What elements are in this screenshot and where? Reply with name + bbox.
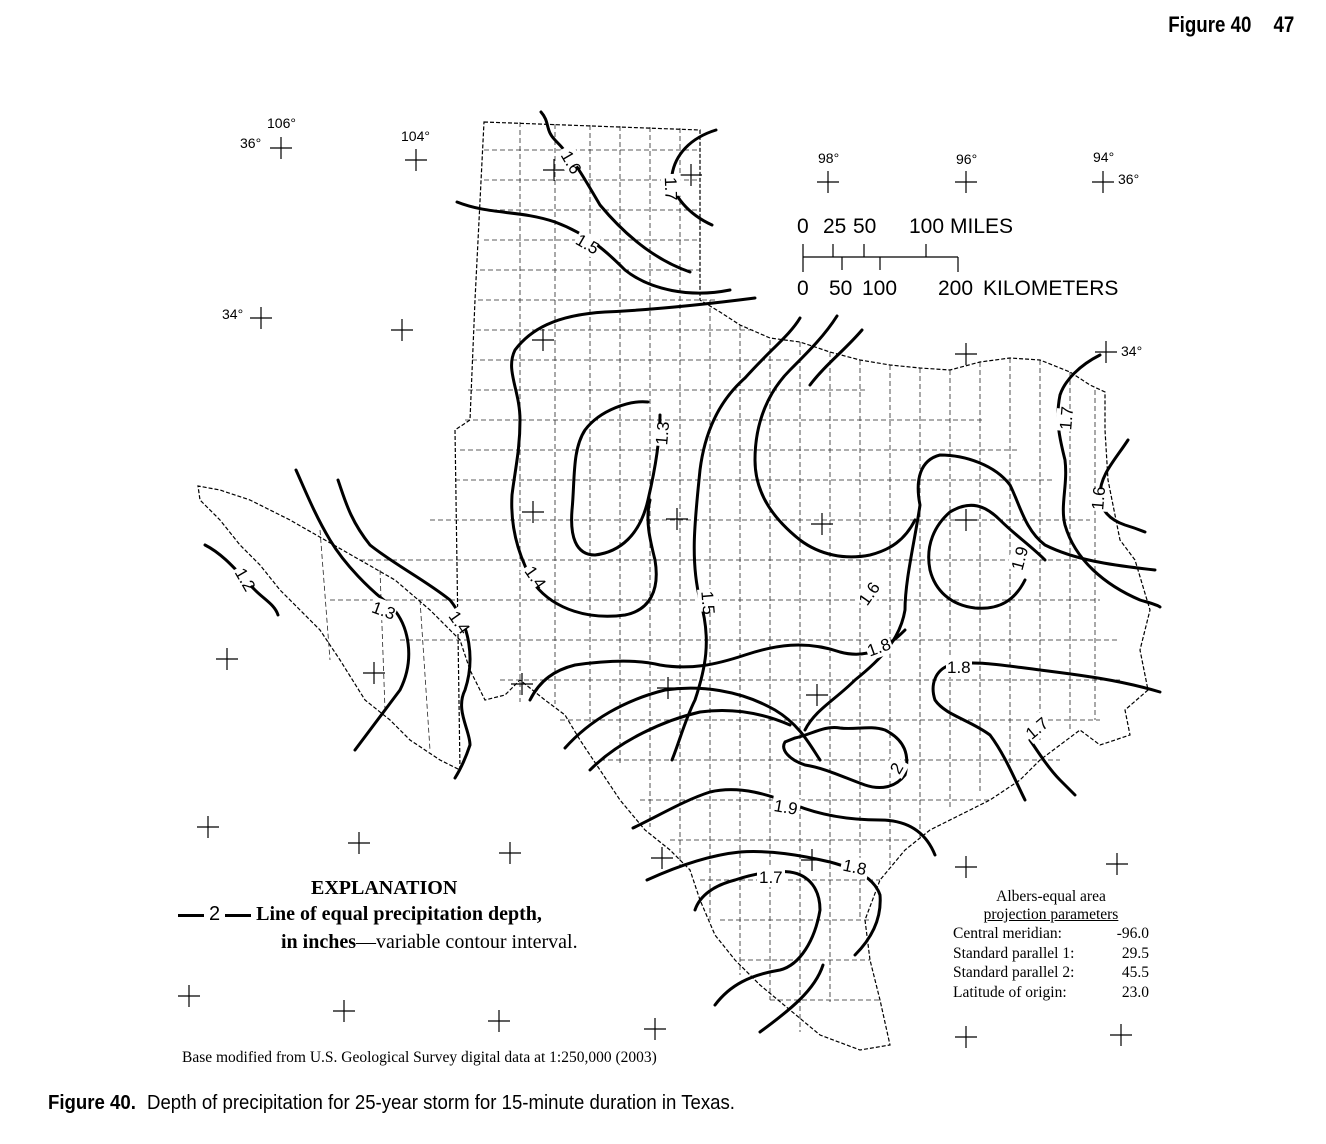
explanation-line	[178, 903, 542, 926]
coord-34-west: 34°	[222, 306, 244, 322]
label-1.8-south: 1.8	[841, 855, 869, 880]
scale-miles-unit: MILES	[950, 215, 1014, 238]
projection-label: Central meridian:	[953, 925, 1062, 942]
contour-1.7-southeast	[1030, 740, 1075, 795]
legend-label-units: in inches	[281, 931, 357, 953]
contour-1.6-northeast	[1100, 440, 1145, 532]
label-1.5-north: 1.5	[572, 230, 603, 259]
legend-sample-value: 2	[209, 903, 221, 925]
legend-line-left	[178, 914, 204, 917]
label-1.4-plateau: 1.4	[520, 562, 550, 593]
label-1.6-north: 1.6	[556, 147, 586, 178]
label-1.2-west: 1.2	[230, 564, 260, 595]
projection-parameters	[953, 888, 1149, 1002]
coord-104: 104°	[401, 128, 430, 144]
scale-km-50: 50	[829, 277, 853, 300]
label-1.8-central: 1.8	[864, 634, 894, 661]
coord-36-west: 36°	[240, 135, 262, 151]
caption-text: Depth of precipitation for 25-year storm for 15-minute duration in Texas.	[147, 1092, 735, 1114]
coord-34-east: 34°	[1121, 343, 1143, 359]
label-1.4-west: 1.4	[444, 607, 474, 638]
base-map-note: Base modified from U.S. Geological Survey digital data at 1:250,000 (2003)	[182, 1049, 657, 1066]
label-1.6-central: 1.6	[854, 578, 885, 609]
projection-row	[953, 944, 1149, 964]
scale-miles-100: 100	[909, 215, 945, 238]
scale-miles-50: 50	[853, 215, 877, 238]
legend-line-right	[225, 914, 251, 917]
legend-label-rest: —variable contour interval.	[356, 931, 578, 953]
scale-km-0: 0	[797, 277, 809, 300]
label-1.3-west: 1.3	[369, 597, 398, 624]
coord-98: 98°	[818, 150, 840, 166]
projection-value: -96.0	[1116, 925, 1149, 942]
projection-value: 23.0	[1121, 983, 1149, 1001]
projection-subtitle: projection parameters	[983, 906, 1119, 923]
scale-bar	[797, 215, 1118, 300]
scale-miles-0: 0	[797, 215, 809, 238]
projection-title: Albers-equal area	[996, 888, 1106, 905]
contour-1.7-south	[695, 872, 820, 1005]
contour-1.7-tip	[760, 965, 823, 1032]
label-1.7-north: 1.7	[660, 176, 681, 201]
projection-row	[953, 924, 1149, 944]
projection-label: Standard parallel 1:	[953, 944, 1075, 962]
projection-row	[953, 963, 1149, 983]
scale-km-100: 100	[862, 277, 898, 300]
contour-1.9-south	[565, 688, 820, 760]
label-1.7-northeast: 1.7	[1056, 405, 1078, 431]
coord-36-east: 36°	[1118, 171, 1140, 187]
explanation-line-2	[281, 931, 578, 954]
page-number: 47	[1273, 12, 1294, 37]
contour-1.6-northeast-loop	[810, 330, 862, 385]
projection-label: Standard parallel 2:	[953, 964, 1075, 981]
caption-label: Figure 40.	[48, 1092, 136, 1114]
label-1.9-east: 1.9	[1007, 544, 1033, 573]
label-1.7-southeast: 1.7	[1022, 713, 1053, 744]
projection-value: 45.5	[1121, 964, 1149, 981]
label-1.5-central: 1.5	[697, 590, 719, 616]
contour-1.3-plateau	[572, 402, 660, 555]
label-1.7-south: 1.7	[759, 868, 783, 887]
coord-94: 94°	[1093, 149, 1115, 165]
label-1.6-northeast: 1.6	[1088, 485, 1110, 511]
scale-km-unit: KILOMETERS	[983, 277, 1119, 300]
projection-row	[953, 983, 1149, 1003]
contour-2-south	[784, 727, 907, 787]
projection-value: 29.5	[1121, 944, 1149, 962]
scale-km-200: 200	[938, 277, 974, 300]
projection-label: Latitude of origin:	[953, 983, 1067, 1001]
label-1.9-south: 1.9	[772, 796, 800, 819]
figure-label: Figure 40	[1167, 12, 1252, 37]
label-1.3-plateau: 1.3	[652, 420, 674, 446]
label-1.8-east: 1.8	[947, 658, 971, 677]
label-2-south: 2	[886, 759, 908, 778]
scale-miles-25: 25	[823, 215, 847, 238]
coord-96: 96°	[956, 151, 978, 167]
contour-1.4-plateau	[512, 298, 755, 616]
legend-label: Line of equal precipitation depth,	[256, 903, 542, 925]
contour-value-labels	[230, 143, 1109, 887]
figure-caption	[48, 1092, 735, 1115]
contour-1.6-central	[755, 316, 915, 557]
explanation-title: EXPLANATION	[311, 877, 458, 899]
coord-106: 106°	[267, 115, 296, 131]
